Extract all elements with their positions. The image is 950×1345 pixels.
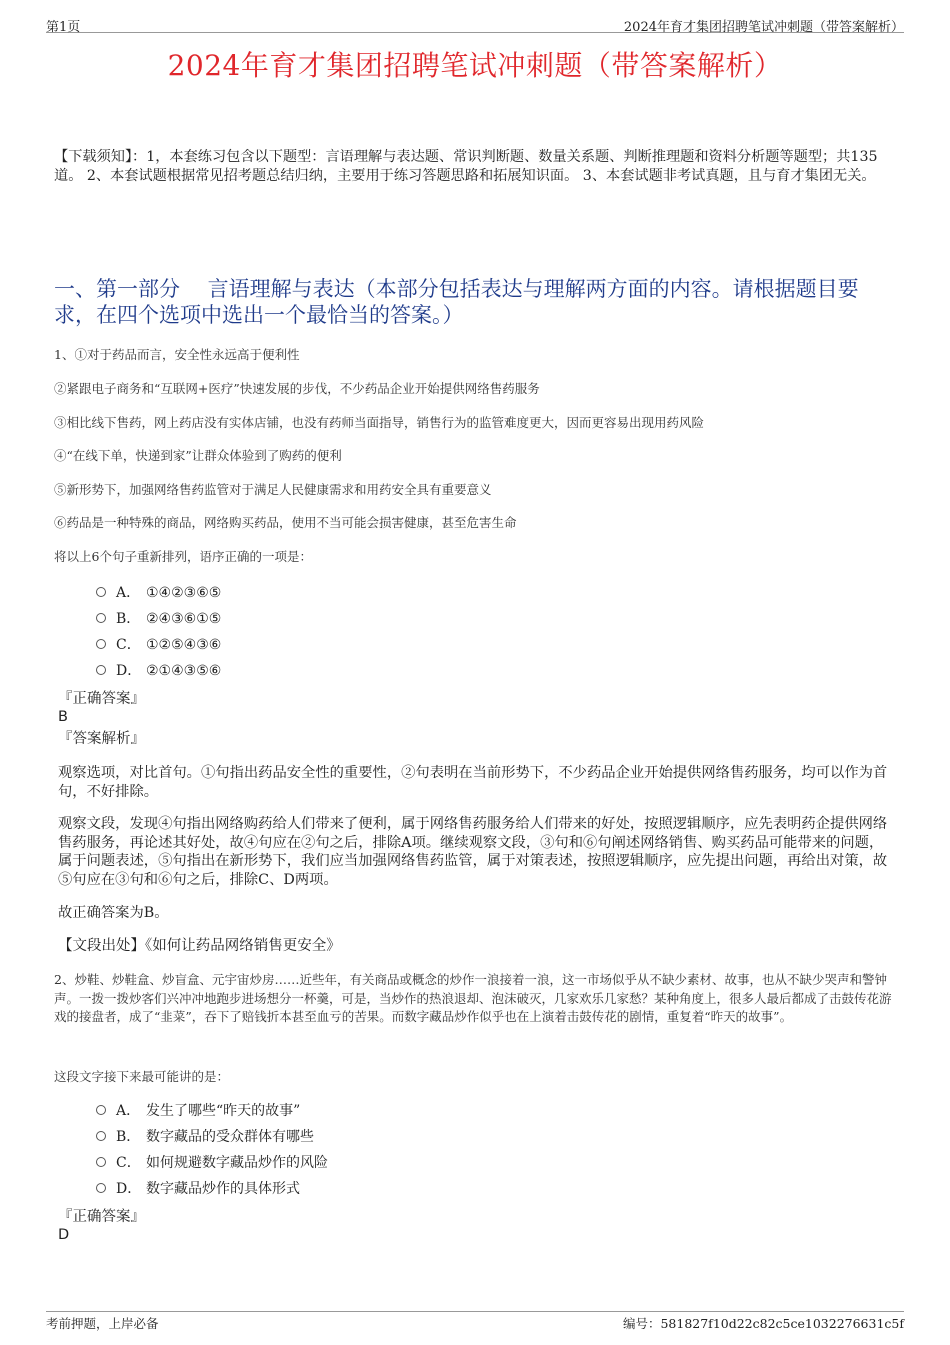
radio-icon[interactable]	[96, 1131, 106, 1141]
section-heading: 一、第一部分 言语理解与表达（本部分包括表达与理解两方面的内容。请根据题目要求，在四个选项中选出一个最恰当的答案。）	[54, 277, 859, 327]
page-number: 第1页	[46, 20, 81, 35]
footer-slogan: 考前押题，上岸必备	[46, 1316, 159, 1331]
radio-icon[interactable]	[96, 1183, 106, 1193]
q1-line-5: ⑤新形势下，加强网络售药监管对于满足人民健康需求和用药安全具有重要意义	[54, 482, 492, 497]
radio-icon[interactable]	[96, 665, 106, 675]
page-header	[46, 14, 904, 33]
radio-icon[interactable]	[96, 639, 106, 649]
radio-icon[interactable]	[96, 587, 106, 597]
radio-icon[interactable]	[96, 1105, 106, 1115]
q1-answer: B	[58, 709, 68, 725]
q1-line-3: ③相比线下售药，网上药店没有实体店铺，也没有药师当面指导，销售行为的监管难度更大，因而更容易出现用药风险	[54, 415, 705, 430]
q2-stem: 2、炒鞋、炒鞋盒、炒盲盒、元宇宙炒房……近些年，有关商品或概念的炒作一浪接着一浪，这一市场似乎从不缺少素材、故事，也从不缺少哭声和警钟声。一拨一拨炒客们兴冲冲地跑步进场想分一杯羹，可是，当炒作的热浪退却、泡沫破灭，几家欢乐几家愁？某种角度上，很多人最后都成了击鼓传花游戏的接盘者，成了“韭菜”，吞下了赔钱折本甚至血亏的苦果。而数字藏品炒作似乎也在上演着击鼓传花的剧情，重复着“昨天的故事”。	[54, 972, 892, 1024]
q2-option-b[interactable]: B． 数字藏品的受众群体有哪些	[96, 1127, 314, 1147]
q1-option-d[interactable]: D． ②①④③⑤⑥	[96, 661, 221, 681]
q1-answer-label: 『正确答案』	[58, 691, 145, 707]
q1-line-2: ②紧跟电子商务和“互联网+医疗”快速发展的步伐，不少药品企业开始提供网络售药服务	[54, 381, 540, 396]
q2-option-d[interactable]: D． 数字藏品炒作的具体形式	[96, 1179, 300, 1199]
q1-option-c[interactable]: C． ①②⑤④③⑥	[96, 635, 221, 655]
q1-line-4: ④“在线下单，快递到家”让群众体验到了购药的便利	[54, 448, 342, 463]
footer-doc-id: 编号：581827f10d22c82c5ce1032276631c5f	[622, 1316, 904, 1331]
page-title: 2024年育才集团招聘笔试冲刺题（带答案解析）	[167, 49, 783, 82]
q2-answer-label: 『正确答案』	[58, 1209, 145, 1225]
q1-analysis-para-3: 故正确答案为B。	[58, 905, 169, 921]
q1-source: 【文段出处】《如何让药品网络销售更安全》	[58, 938, 341, 954]
q1-option-a[interactable]: A． ①④②③⑥⑤	[96, 583, 221, 603]
q1-option-b[interactable]: B． ②④③⑥①⑤	[96, 609, 221, 629]
q1-analysis-para-1: 观察选项，对比首句。①句指出药品安全性的重要性，②句表明在当前形势下，不少药品企业开始提供网络售药服务，均可以作为首句，不好排除。	[58, 765, 888, 800]
footer-divider	[46, 1311, 904, 1312]
download-notice: 【下载须知】：1，本套练习包含以下题型：言语理解与表达题、常识判断题、数量关系题、判断推理题和资料分析题等题型；共135道。 2、本套试题根据常见招考题总结归纳，主要用于练习答题思路和拓展知识面。 3、本套试题非考试真题，且与育才集团无关。	[54, 149, 878, 184]
q2-option-c[interactable]: C． 如何规避数字藏品炒作的风险	[96, 1153, 328, 1173]
q2-answer: D	[58, 1227, 70, 1243]
q1-line-6: ⑥药品是一种特殊的商品，网络购买药品，使用不当可能会损害健康，甚至危害生命	[54, 515, 517, 530]
header-doc-title: 2024年育才集团招聘笔试冲刺题（带答案解析）	[623, 20, 904, 35]
radio-icon[interactable]	[96, 1157, 106, 1167]
radio-icon[interactable]	[96, 613, 106, 623]
q1-question: 将以上6个句子重新排列，语序正确的一项是：	[54, 549, 312, 564]
q1-line-1: 1、①对于药品而言，安全性永远高于便利性	[54, 347, 300, 362]
q1-analysis-label: 『答案解析』	[58, 731, 145, 747]
q1-analysis-para-2: 观察文段，发现④句指出网络购药给人们带来了便利，属于网络售药服务给人们带来的好处，按照逻辑顺序，应先表明药企提供网络售药服务，再论述其好处，故④句应在②句之后，排除A项。继续观察文段，③句和⑥句阐述网络销售、购买药品可能带来的问题，属于问题表述，⑤句指出在新形势下，我们应当加强网络售药监管，属于对策表述，按照逻辑顺序，应先提出问题，再给出对策，故⑤句应在③句和⑥句之后，排除C、D两项。	[58, 816, 888, 888]
q2-question: 这段文字接下来最可能讲的是：	[54, 1069, 230, 1084]
q2-option-a[interactable]: A． 发生了哪些“昨天的故事”	[96, 1101, 300, 1121]
